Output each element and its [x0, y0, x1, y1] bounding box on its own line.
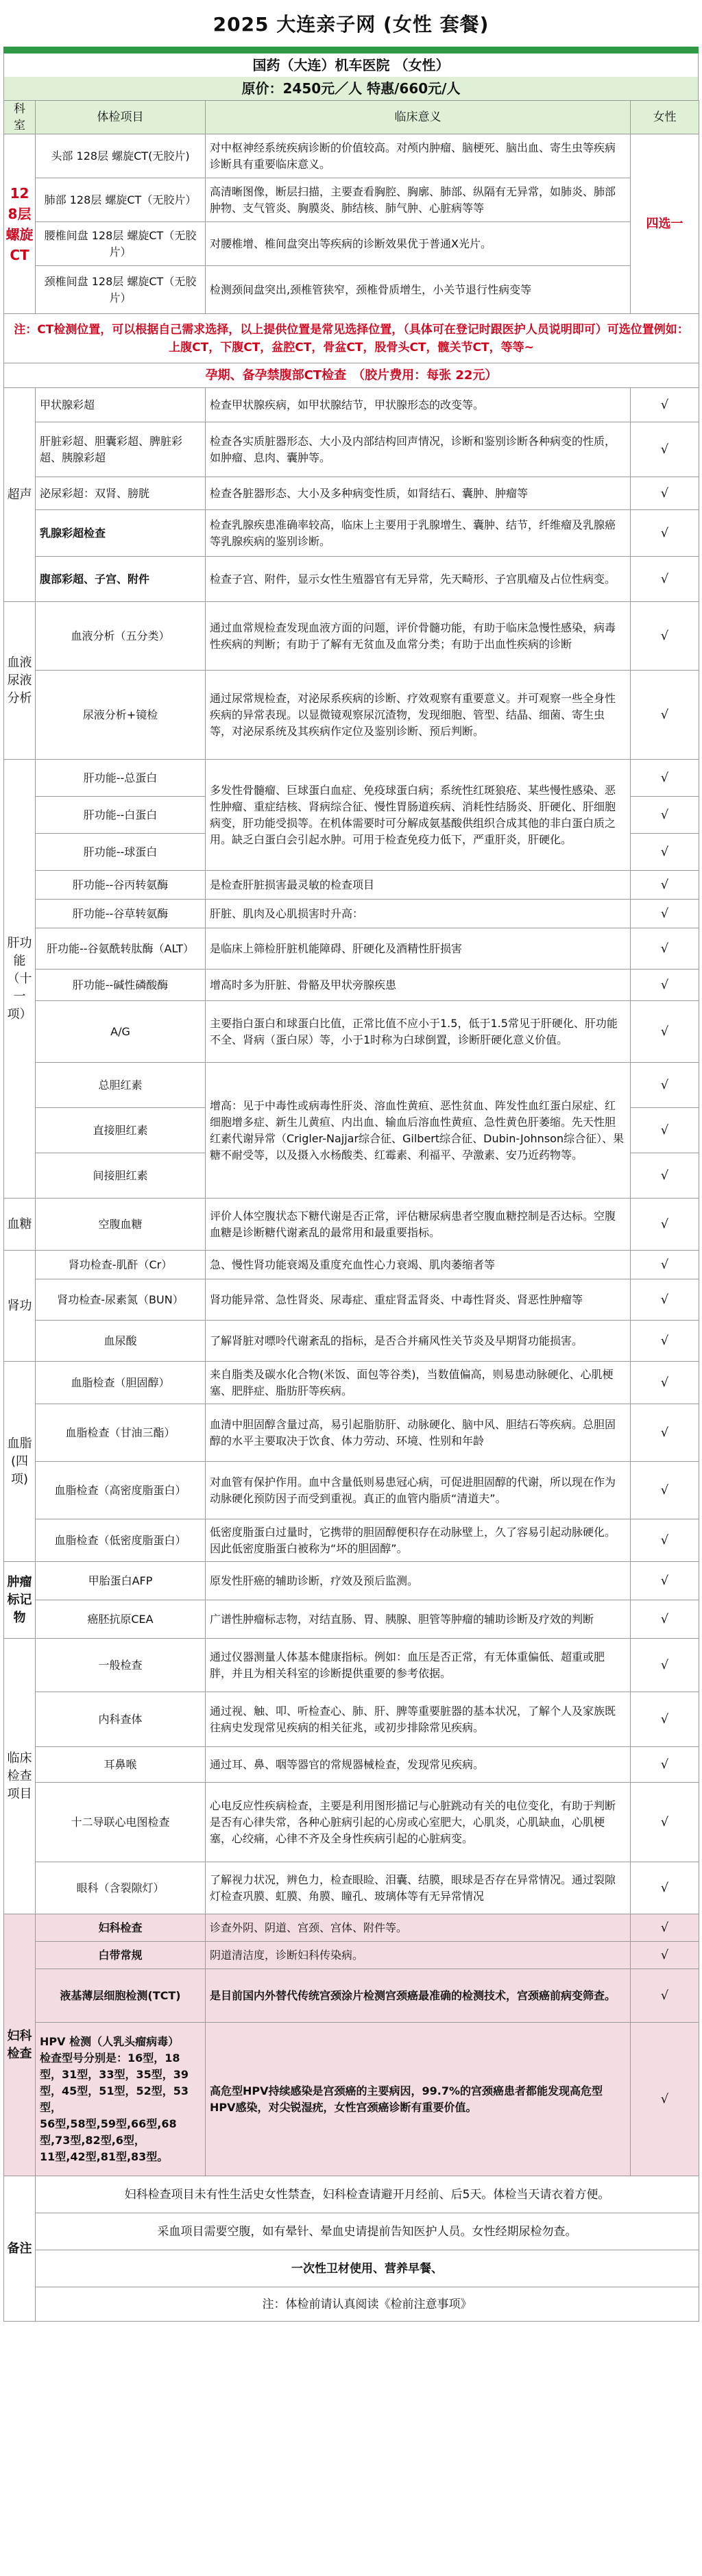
top-green-bar: [3, 47, 699, 53]
check-mark: √: [631, 1153, 699, 1199]
table-row: [4, 1251, 699, 1279]
desc-cell: 检测颈间盘突出,颈椎管狭窄，颈椎骨质增生，小关节退行性病变等: [206, 266, 631, 314]
hospital-name: 国药（大连）机车医院 （女性）: [3, 53, 699, 77]
category-glucose: 血糖: [4, 1199, 36, 1251]
desc-cell: 广谱性肿瘤标志物，对结直肠、胃、胰腺、胆管等肿瘤的辅助诊断及疗效的判断: [206, 1600, 631, 1639]
check-mark: √: [631, 1108, 699, 1153]
check-mark: √: [631, 1747, 699, 1783]
item-cell: 血脂检查（低密度脂蛋白）: [36, 1519, 206, 1562]
table-row: [4, 1914, 699, 1942]
table-row: [4, 422, 699, 477]
desc-cell: 对中枢神经系统疾病诊断的价值较高。对颅内肿瘤、脑梗死、脑出血、寄生虫等疾病诊断具有重要临床意义。: [206, 134, 631, 178]
table-row: [4, 1600, 699, 1639]
item-cell: 总胆红素: [36, 1063, 206, 1108]
table-row: [4, 900, 699, 928]
check-mark: √: [631, 1199, 699, 1251]
item-cell: 颈椎间盘 128层 螺旋CT（无胶片）: [36, 266, 206, 314]
table-row: [4, 2250, 699, 2287]
item-cell: 肝功能--总蛋白: [36, 760, 206, 797]
check-mark: √: [631, 1942, 699, 1969]
desc-cell: 心电反应性疾病检查，主要是利用图形描记与心脏跳动有关的电位变化，有助于判断是否有心律失常，各种心脏病引起的心房或心室肥大，心肌炎，心肌缺血，心肌梗塞，心绞痛，心律不齐及全身性疾病引起的心脏病变。: [206, 1783, 631, 1862]
hpv-line: 56型,58型,59型,66型,68型,73型,82型,6型，: [40, 2117, 177, 2147]
header-female: 女性: [631, 101, 699, 134]
package-table: [3, 100, 699, 2322]
check-mark: √: [631, 1063, 699, 1108]
table-row: [4, 871, 699, 900]
header-item: 体检项目: [36, 101, 206, 134]
item-cell: 肝脏彩超、胆囊彩超、脾脏彩超、胰腺彩超: [36, 422, 206, 477]
table-row: [4, 477, 699, 510]
check-mark: √: [631, 1251, 699, 1279]
desc-cell: 增高：见于中毒性或病毒性肝炎、溶血性黄疸、恶性贫血、阵发性血红蛋白尿症、红细胞增多症、新生儿黄疸、内出血、输血后溶血性黄疸、急性黄色肝萎缩。先天性胆红素代谢异常（Crigler-Najjar综合征、Gilbert综合征、Dubin-Johnson综合征）、果糖不耐受等，以及摄入水杨酸类、红霉素、利福平、孕激素、安乃近药物等。: [206, 1063, 631, 1199]
check-mark: √: [631, 760, 699, 797]
hpv-line: 检查型号分别是：16型，18型，31型，33型，35型，39型，45型，51型，52型，53型，: [40, 2051, 189, 2114]
desc-cell: 多发性骨髓瘤、巨球蛋白血症、免疫球蛋白病；系统性红斑狼疮、某些慢性感染、恶性肿瘤、重症结核、肾病综合征、慢性胃肠道疾病、消耗性结肠炎、肝硬化、肝细胞病变，肝功能受损等。在机体需要时可分解成氨基酸供组织合成其他的非白蛋白质之用。缺乏白蛋白会引起水肿。可用于检查免疫力低下，严重肝炎，肝硬化。: [206, 760, 631, 871]
desc-cell: 是检查肝脏损害最灵敏的检查项目: [206, 871, 631, 900]
table-row: [4, 1562, 699, 1600]
table-row: [4, 1279, 699, 1321]
category-lipid: 血脂(四项): [4, 1362, 36, 1562]
remark-line: 一次性卫材使用、营养早餐、: [36, 2250, 699, 2287]
category-gyn: 妇科检查: [4, 1914, 36, 2176]
item-cell: 十二导联心电图检查: [36, 1783, 206, 1862]
item-cell: 直接胆红素: [36, 1108, 206, 1153]
table-row: [4, 178, 699, 222]
category-ultrasound: 超声: [4, 388, 36, 602]
table-row: [4, 602, 699, 671]
table-row: [4, 1942, 699, 1969]
item-cell: 眼科（含裂隙灯）: [36, 1862, 206, 1914]
item-cell: 头部 128层 螺旋CT(无胶片): [36, 134, 206, 178]
item-cell: 肺部 128层 螺旋CT（无胶片）: [36, 178, 206, 222]
check-mark: √: [631, 477, 699, 510]
item-cell: 肝功能--谷氨酰转肽酶（ALT）: [36, 928, 206, 970]
item-cell: 泌尿彩超：双肾、膀胱: [36, 477, 206, 510]
item-cell: 腰椎间盘 128层 螺旋CT（无胶片）: [36, 222, 206, 266]
check-mark: √: [631, 1783, 699, 1862]
desc-cell: 来自脂类及碳水化合物(米饭、面包等谷类)，当数值偏高，则易患动脉硬化、心肌梗塞、肥胖症、脂肪肝等疾病。: [206, 1362, 631, 1404]
item-cell: 肾功检查-肌酐（Cr）: [36, 1251, 206, 1279]
desc-cell: 检查子宫、附件，显示女性生殖器官有无异常，先天畸形、子宫肌瘤及占位性病变。: [206, 557, 631, 602]
table-row: [4, 970, 699, 1001]
check-mark: √: [631, 1519, 699, 1562]
table-row: [4, 557, 699, 602]
item-cell: 液基薄层细胞检测(TCT): [36, 1969, 206, 2023]
check-mark: √: [631, 1562, 699, 1600]
check-mark: √: [631, 834, 699, 871]
desc-cell: 阴道清洁度，诊断妇科传染病。: [206, 1942, 631, 1969]
check-mark: √: [631, 422, 699, 477]
check-mark: √: [631, 1279, 699, 1321]
table-row: [4, 1001, 699, 1063]
table-row: [4, 314, 699, 363]
check-mark: √: [631, 1639, 699, 1692]
check-mark: √: [631, 557, 699, 602]
item-cell: 空腹血糖: [36, 1199, 206, 1251]
table-row: [4, 363, 699, 388]
desc-cell: 增高时多为肝脏、骨骼及甲状旁腺疾患: [206, 970, 631, 1001]
check-mark: √: [631, 1362, 699, 1404]
table-row: [4, 1321, 699, 1362]
table-row: [4, 928, 699, 970]
price-line: 原价：2450元／人 特惠/660元/人: [3, 77, 699, 100]
check-mark: √: [631, 2023, 699, 2176]
table-row: [4, 1862, 699, 1914]
desc-cell: 检查乳腺疾患准确率较高，临床上主要用于乳腺增生、囊肿、结节，纤维瘤及乳腺癌等乳腺疾病的鉴别诊断。: [206, 510, 631, 557]
title-block: [0, 0, 702, 47]
item-cell: 肝功能--碱性磷酸酶: [36, 970, 206, 1001]
desc-cell: 是临床上筛检肝脏机能障碍、肝硬化及酒精性肝损害: [206, 928, 631, 970]
hpv-line: 11型,42型,81型,83型。: [40, 2150, 169, 2163]
check-mark: √: [631, 1692, 699, 1747]
table-row: [4, 1362, 699, 1404]
desc-cell: 低密度脂蛋白过量时，它携带的胆固醇便积存在动脉壁上，久了容易引起动脉硬化。因此低密度脂蛋白被称为“坏的胆固醇”。: [206, 1519, 631, 1562]
ct-film-fee-notice: 孕期、备孕禁腹部CT检查 （胶片费用：每张 22元）: [4, 363, 699, 388]
table-row: [4, 2023, 699, 2176]
desc-cell: 评价人体空腹状态下糖代谢是否正常，评估糖尿病患者空腹血糖控制是否达标。空腹血糖是诊断糖代谢紊乱的最常用和最重要指标。: [206, 1199, 631, 1251]
desc-cell: 检查各脏器形态、大小及多种病变性质，如肾结石、囊肿、肿瘤等: [206, 477, 631, 510]
table-row: [4, 388, 699, 422]
desc-cell: 诊查外阴、阴道、宫颈、宫体、附件等。: [206, 1914, 631, 1942]
table-row: [4, 671, 699, 760]
category-clinical: 临床检查项目: [4, 1639, 36, 1914]
table-row: [4, 1747, 699, 1783]
hpv-line: HPV 检测（人乳头瘤病毒）: [40, 2034, 180, 2048]
table-row: [4, 222, 699, 266]
check-mark: √: [631, 928, 699, 970]
check-mark: √: [631, 871, 699, 900]
remark-line: 注：体检前请认真阅读《检前注意事项》: [36, 2287, 699, 2322]
item-cell: 肝功能--白蛋白: [36, 797, 206, 834]
check-mark: √: [631, 1600, 699, 1639]
desc-cell: 主要指白蛋白和球蛋白比值，正常比值不应小于1.5，低于1.5常见于肝硬化、肝功能不全、肾病（蛋白尿）等，小于1时称为白球倒置，诊断肝硬化意义价值。: [206, 1001, 631, 1063]
check-mark: √: [631, 970, 699, 1001]
table-row: [4, 1063, 699, 1108]
item-cell: 血尿酸: [36, 1321, 206, 1362]
table-row: [4, 2213, 699, 2250]
check-mark: √: [631, 1969, 699, 2023]
item-cell: 白带常规: [36, 1942, 206, 1969]
item-cell: 血脂检查（胆固醇）: [36, 1362, 206, 1404]
desc-cell: 了解肾脏对嘌呤代谢紊乱的指标，是否合并痛风性关节炎及早期肾功能损害。: [206, 1321, 631, 1362]
table-row: [4, 134, 699, 178]
desc-cell: 通过血常规检查发现血液方面的问题，评价骨髓功能，有助于临床急慢性感染，病毒性疾病的判断；有助于了解有无贫血及血常分类；有助于出血性疾病的诊断: [206, 602, 631, 671]
table-row: [4, 1639, 699, 1692]
table-row: [4, 2176, 699, 2213]
header-category: 科 室: [4, 101, 36, 134]
table-row: [4, 2287, 699, 2322]
item-cell: 甲胎蛋白AFP: [36, 1562, 206, 1600]
table-row: [4, 760, 699, 797]
category-tumor: 肿瘤标记物: [4, 1562, 36, 1639]
table-row: [4, 510, 699, 557]
desc-cell: 了解视力状况，辨色力，检查眼睑、泪囊、结膜，眼球是否存在异常情况。通过裂隙灯检查巩膜、虹膜、角膜、瞳孔、玻璃体等有无异常情况: [206, 1862, 631, 1914]
check-mark: √: [631, 1462, 699, 1519]
item-cell: 耳鼻喉: [36, 1747, 206, 1783]
table-row: [4, 1519, 699, 1562]
desc-cell: 检查各实质脏器形态、大小及内部结构回声情况，诊断和鉴别诊断各种病变的性质，如肿瘤、息肉、囊肿等。: [206, 422, 631, 477]
check-mark: √: [631, 1321, 699, 1362]
item-cell: 血液分析（五分类）: [36, 602, 206, 671]
table-row: [4, 1692, 699, 1747]
desc-cell: 检查甲状腺疾病，如甲状腺结节，甲状腺形态的改变等。: [206, 388, 631, 422]
category-kidney: 肾功: [4, 1251, 36, 1362]
check-mark: √: [631, 797, 699, 834]
item-cell: A/G: [36, 1001, 206, 1063]
item-cell: 尿液分析+镜检: [36, 671, 206, 760]
check-mark: √: [631, 388, 699, 422]
remark-line: 采血项目需要空腹，如有晕针、晕血史请提前告知医护人员。女性经期尿检勿查。: [36, 2213, 699, 2250]
category-liver: 肝功能（十一项）: [4, 760, 36, 1199]
header-meaning: 临床意义: [206, 101, 631, 134]
ct-notice: 注：CT检测位置，可以根据自己需求选择，以上提供位置是常见选择位置，（具体可在登记时跟医护人员说明即可）可选位置例如：上腹CT，下腹CT，盆腔CT，骨盆CT，股骨头CT，髋关节CT，等等~: [4, 314, 699, 363]
desc-cell: 高清晰图像，断层扫描，主要查看胸腔、胸廓、肺部、纵隔有无异常，如肺炎、肺部肿物、支气管炎、胸膜炎、肺结核、肺气肿、心脏病等等: [206, 178, 631, 222]
item-cell: 甲状腺彩超: [36, 388, 206, 422]
remark-line: 妇科检查项目未有性生活史女性禁查，妇科检查请避开月经前、后5天。体检当天请衣着方便。: [36, 2176, 699, 2213]
item-cell: 肾功检查-尿素氮（BUN）: [36, 1279, 206, 1321]
page-title: 2025 大连亲子网 (女性 套餐): [213, 13, 489, 36]
item-cell: 妇科检查: [36, 1914, 206, 1942]
desc-cell: 肝脏、肌肉及心肌损害时升高：: [206, 900, 631, 928]
desc-cell: 对血管有保护作用。血中含量低则易患冠心病，可促进胆固醇的代谢，所以现在作为动脉硬化预防因子而受到重视。真正的血管内脂质“清道夫”。: [206, 1462, 631, 1519]
item-cell: 间接胆红素: [36, 1153, 206, 1199]
category-remarks: 备注: [4, 2176, 36, 2322]
table-row: [4, 1969, 699, 2023]
item-cell: 肝功能--谷草转氨酶: [36, 900, 206, 928]
item-cell: 肝功能--球蛋白: [36, 834, 206, 871]
item-cell: 肝功能--谷丙转氨酶: [36, 871, 206, 900]
check-mark: √: [631, 1001, 699, 1063]
hpv-item-cell: [36, 2023, 206, 2176]
table-row: [4, 266, 699, 314]
item-cell: 腹部彩超、子宫、附件: [36, 557, 206, 602]
item-cell: 血脂检查（甘油三酯）: [36, 1404, 206, 1462]
desc-cell: 高危型HPV持续感染是宫颈癌的主要病因，99.7%的宫颈癌患者都能发现高危型HPV感染，对尖锐湿疣，女性宫颈癌诊断有重要价值。: [206, 2023, 631, 2176]
check-mark: √: [631, 671, 699, 760]
category-ct: 128层螺旋CT: [4, 134, 36, 314]
category-blood-urine: 血液尿液分析: [4, 602, 36, 760]
check-mark: √: [631, 1404, 699, 1462]
item-cell: 一般检查: [36, 1639, 206, 1692]
desc-cell: 血清中胆固醇含量过高，易引起脂肪肝、动脉硬化、脑中风、胆结石等疾病。总胆固醇的水平主要取决于饮食、体力劳动、环境、性别和年龄: [206, 1404, 631, 1462]
desc-cell: 通过尿常规检查，对泌尿系疾病的诊断、疗效观察有重要意义。并可观察一些全身性疾病的异常表现。以显微镜观察尿沉渣物，发现细胞、管型、结晶、细菌、寄生虫等，对泌尿系统及其疾病作定位及鉴别诊断、预后判断。: [206, 671, 631, 760]
item-cell: 癌胚抗原CEA: [36, 1600, 206, 1639]
choice-badge: 四选一: [631, 134, 699, 314]
check-mark: √: [631, 510, 699, 557]
desc-cell: 急、慢性肾功能衰竭及重度充血性心力衰竭、肌肉萎缩者等: [206, 1251, 631, 1279]
desc-cell: 通过仪器测量人体基本健康指标。例如：血压是否正常，有无体重偏低、超重或肥胖，并且为相关科室的诊断提供重要的参考依据。: [206, 1639, 631, 1692]
desc-cell: 原发性肝癌的辅助诊断，疗效及预后监测。: [206, 1562, 631, 1600]
desc-cell: 肾功能异常、急性肾炎、尿毒症、重症肾盂肾炎、中毒性肾炎、肾恶性肿瘤等: [206, 1279, 631, 1321]
table-row: [4, 1462, 699, 1519]
item-cell: 内科查体: [36, 1692, 206, 1747]
table-row: [4, 1404, 699, 1462]
item-cell: 乳腺彩超检查: [36, 510, 206, 557]
check-mark: √: [631, 602, 699, 671]
desc-cell: 对腰椎增、椎间盘突出等疾病的诊断效果优于普通X光片。: [206, 222, 631, 266]
item-cell: 血脂检查（高密度脂蛋白）: [36, 1462, 206, 1519]
check-mark: √: [631, 900, 699, 928]
table-row: [4, 1783, 699, 1862]
check-mark: √: [631, 1914, 699, 1942]
desc-cell: 是目前国内外替代传统宫颈涂片检测宫颈癌最准确的检测技术，宫颈癌前病变筛查。: [206, 1969, 631, 2023]
desc-cell: 通过耳、鼻、咽等器官的常规器械检查，发现常见疾病。: [206, 1747, 631, 1783]
table-row: [4, 1199, 699, 1251]
desc-cell: 通过视、触、叩、听检查心、肺、肝、脾等重要脏器的基本状况，了解个人及家族既往病史发现常见疾病的相关征兆，或初步排除常见疾病。: [206, 1692, 631, 1747]
table-header: [4, 101, 699, 134]
check-mark: √: [631, 1862, 699, 1914]
